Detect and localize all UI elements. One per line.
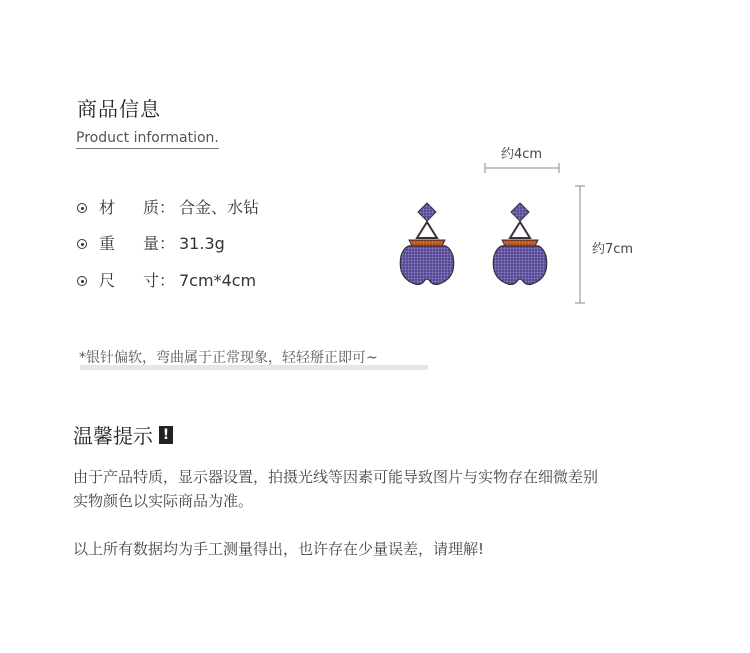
tips-line-2: 实物颜色以实际商品为准。 bbox=[73, 492, 254, 510]
exclamation-icon: ! bbox=[159, 426, 173, 444]
section-title: 商品信息 bbox=[77, 97, 161, 121]
bullet-icon bbox=[77, 239, 87, 249]
bullet-icon bbox=[77, 203, 87, 213]
tips-line-3: 以上所有数据均为手工测量得出，也许存在少量误差，请理解! bbox=[73, 540, 485, 558]
spec-label: 尺 寸： bbox=[99, 271, 175, 290]
section-subtitle: Product information. bbox=[76, 130, 219, 149]
earring-left bbox=[400, 203, 453, 285]
care-note: *银针偏软，弯曲属于正常现象，轻轻掰正即可~ bbox=[79, 350, 378, 366]
tips-heading: 温馨提示 ! bbox=[73, 420, 173, 449]
earring-right bbox=[493, 203, 546, 285]
spec-row-weight bbox=[77, 233, 225, 255]
spec-label: 材 质： bbox=[99, 198, 175, 217]
height-label: 约7cm bbox=[592, 242, 634, 257]
spec-row-size bbox=[77, 270, 256, 292]
spec-value: 7cm*4cm bbox=[179, 271, 257, 290]
spec-label: 重 量： bbox=[99, 234, 175, 253]
spec-value: 合金、水钻 bbox=[179, 198, 260, 217]
spec-value: 31.3g bbox=[179, 234, 225, 253]
tips-line-1: 由于产品特质，显示器设置，拍摄光线等因素可能导致图片与实物存在细微差别 bbox=[73, 468, 599, 486]
width-dimension-line bbox=[485, 163, 559, 173]
width-label: 约4cm bbox=[501, 147, 543, 162]
spec-row-material bbox=[77, 197, 259, 219]
height-dimension-line bbox=[575, 186, 585, 303]
earrings-image bbox=[395, 160, 655, 310]
bullet-icon bbox=[77, 276, 87, 286]
